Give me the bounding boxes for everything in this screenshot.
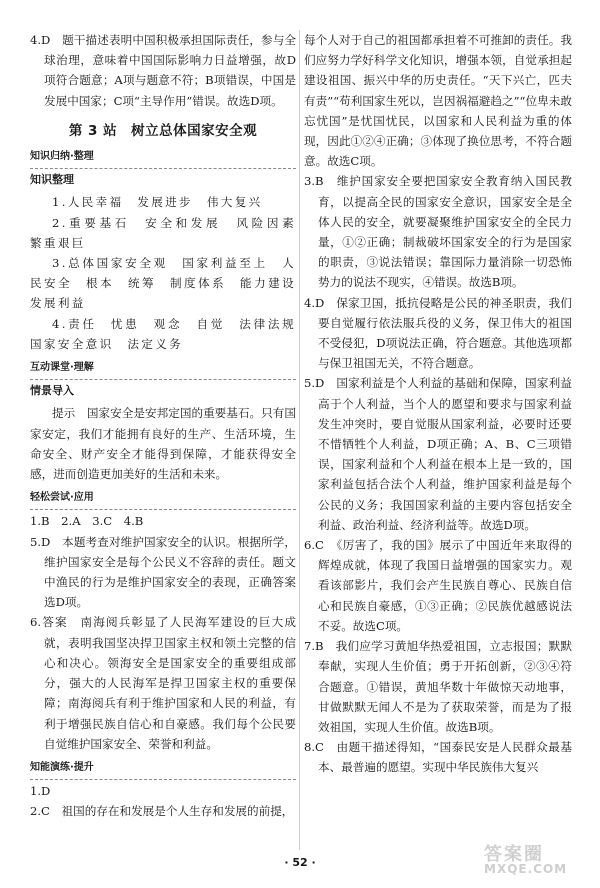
section-heading-knowledge: 知识归纳·整理 — [30, 147, 296, 168]
answer-q5: 5.D 本题考查对维护国家安全的认识。根据所学，维护国家安全是每个公民义不容辞的责任。题文中渔民的行为是维护国家安全的表现，正确答案选D项。 — [30, 534, 296, 610]
practice-answer-1: 1.D — [30, 784, 51, 799]
column-divider — [299, 30, 300, 850]
practice-answer-5: 5.D 国家利益是个人利益的基础和保障，国家利益高于个人利益，当个人的愿望和要求与国家利益发生冲突时，要自觉服从国家利益，必要时还要不惜牺牲个人利益，D项正确；A、B、C三项错误，国家利益和个人利益在根本上是一致的，国家利益包括合法个人利益，维护国家利益是每个公民的义务；我国国家利益的主要内容包括安全利益、政治利益、经济利益等。故选D项。 — [304, 376, 572, 532]
subheading-intro: 情景导入 — [30, 384, 74, 398]
knowledge-item-2: 2.重要基石 安全和发展 风险因素 繁重艰巨 — [30, 215, 310, 250]
watermark-logo — [484, 840, 580, 880]
answer-q6: 6.答案 南海阅兵彰显了人民海军建设的巨大成就，表明我国坚决捍卫国家主权和领土完整的信心和决心。领海安全是国家安全的重要组成部分，强大的人民海军是捍卫国家主权的重要保障；南海阅兵有利于维护国家和人民的利益，有利于增强民族自信心和自豪感。我们每个公民要自觉维护国家安全、荣誉和利益。 — [30, 615, 296, 751]
section-heading-practice: 知能演练·提升 — [30, 758, 296, 779]
knowledge-item-4: 4.责任 忧患 观念 自觉 法律法规 国家安全意识 法定义务 — [30, 316, 310, 351]
subheading-knowledge: 知识整理 — [30, 173, 74, 187]
section-heading-try: 轻松尝试·应用 — [30, 488, 296, 509]
knowledge-item-3: 3.总体国家安全观 国家利益至上 人民安全 根本 统筹 制度体系 能力建设 发展利益 — [30, 256, 310, 311]
right-column — [304, 30, 572, 778]
left-column — [30, 30, 310, 822]
practice-answer-3: 3.B 维护国家安全要把国家安全教育纳入国民教育，以提高全民的国家安全意识，国家安全是全体人民的安全，就要凝聚维护国家安全的全民力量，①②正确；制裁破坏国家安全的行为是国家的职责，③说法错误；靠国际力量消除一切恐怖势力的说法不现实，④错误。故选B项。 — [304, 174, 572, 290]
practice-answer-7: 7.B 我们应学习黄旭华热爱祖国，立志报国；默默奉献，实现人生价值；勇于开拓创新，②③④符合题意。①错误，黄旭华数十年做惊天动地事，甘做默默无闻人不是为了获取荣誉，而是为了报效祖国，实现人生价值。故选B项。 — [304, 639, 572, 734]
mc-answers: 1.B 2.A 3.C 4.B — [30, 514, 144, 529]
page-number: · 52 · — [284, 856, 316, 869]
watermark-line-1: 答案圈 — [484, 844, 544, 865]
practice-answer-8: 8.C 由题干描述得知，“国泰民安是人民群众最基本、最普遍的愿望。实现中华民族伟大复兴 — [304, 740, 572, 775]
knowledge-item-1: 1.人民幸福 发展进步 伟大复兴 — [52, 195, 263, 210]
section-heading-interactive: 互动课堂·理解 — [30, 358, 296, 379]
practice-answer-4: 4.D 保家卫国，抵抗侵略是公民的神圣职责，我们要自觉履行依法服兵役的义务，保卫伟大的祖国不受侵犯，D项说法正确，符合题意。其他选项都与保卫祖国无关，不符合题意。 — [304, 295, 572, 371]
intro-hint: 提示 国家安全是安邦定国的重要基石。只有国家安定，我们才能拥有良好的生产、生活环境，生命安全、财产安全才能得到保障，才能获得安全感，进而创造更加美好的生活和未来。 — [30, 406, 296, 482]
answer-q4: 4.D 题干描述表明中国积极承担国际责任，参与全球治理，意味着中国国际影响力日益增强，故D项符合题意；A项与题意不符；B项错误，中国是发展中国家；C项“主导作用”错误。故选D项。 — [30, 33, 296, 108]
watermark-line-2: MXQE.COM — [484, 862, 568, 876]
practice-answer-2: 2.C 祖国的存在和发展是个人生存和发展的前提， — [30, 804, 294, 819]
practice-answer-6: 6.C 《厉害了，我的国》展示了中国近年来取得的辉煌成就，体现了我国日益增强的国家实力。观看该部影片，我们会产生民族自尊心、民族自信心和民族自豪感，①③正确；②民族优越感说法不妥。故选C项。 — [304, 538, 572, 633]
answer-2-continued: 每个人对于自己的祖国都承担着不可推卸的责任。我们应努力学好科学文化知识，增强本领，自觉承担起建设祖国、振兴中华的历史责任。“天下兴亡，匹夫有责”“苟利国家生死以，岂因祸福避趋之”“位卑未敢忘忧国”是忧国忧民，以国家和人民利益为重的体现，因此①②④正确；③体现了换位思考，不符合题意。故选C项。 — [304, 33, 572, 169]
station-title: 第 3 站 树立总体国家安全观 — [68, 122, 258, 139]
